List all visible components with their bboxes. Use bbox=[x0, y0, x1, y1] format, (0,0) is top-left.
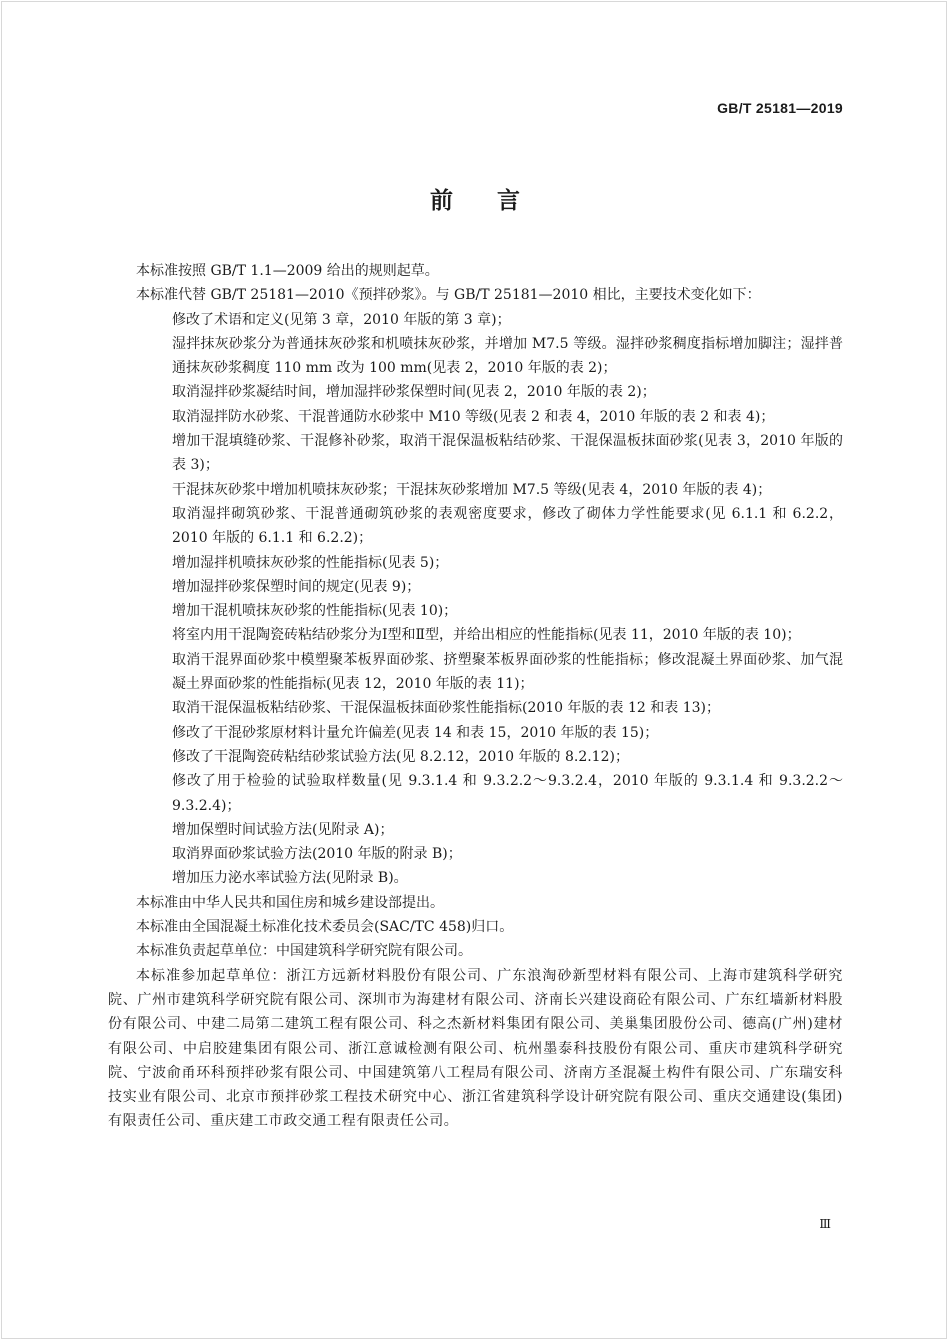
change-item: 取消湿拌防水砂浆、干混普通防水砂浆中 M10 等级(见表 2 和表 4，2010 年版的表 2 和表 4)； bbox=[172, 408, 775, 425]
change-item: 修改了术语和定义(见第 3 章，2010 年版的第 3 章)； bbox=[172, 311, 511, 328]
change-item: 增加湿拌砂浆保塑时间的规定(见表 9)； bbox=[172, 578, 421, 595]
change-item: 取消湿拌砌筑砂浆、干混普通砌筑砂浆的表观密度要求，修改了砌体力学性能要求(见 6.1.1 和 6.2.2，2010 年版的 6.1.1 和 6.2.2)； bbox=[172, 505, 843, 547]
change-item: 取消界面砂浆试验方法(2010 年版的附录 B)； bbox=[172, 846, 462, 863]
replaces-paragraph: 本标准代替 GB/T 25181—2010《预拌砂浆》。与 GB/T 25181—2010 相比，主要技术变化如下： bbox=[136, 287, 761, 304]
changes-list bbox=[108, 308, 843, 891]
change-item: 干混抹灰砂浆中增加机喷抹灰砂浆；干混抹灰砂浆增加 M7.5 等级(见表 4，2010 年版的表 4)； bbox=[172, 481, 772, 498]
change-item: 取消干混保温板粘结砂浆、干混保温板抹面砂浆性能指标(2010 年版的表 12 和表 13)； bbox=[172, 700, 720, 717]
standard-code: GB/T 25181—2019 bbox=[717, 100, 843, 116]
foreword-body bbox=[108, 259, 843, 1134]
change-item: 将室内用干混陶瓷砖粘结砂浆分为Ⅰ型和Ⅱ型，并给出相应的性能指标(见表 11，2010 年版的表 10)； bbox=[172, 627, 801, 644]
change-item: 湿拌抹灰砂浆分为普通抹灰砂浆和机喷抹灰砂浆，并增加 M7.5 等级。湿拌砂浆稠度指标增加脚注；湿拌普通抹灰砂浆稠度 110 mm 改为 100 mm(见表 2，2010 年版的表 2)； bbox=[172, 335, 843, 377]
change-item: 取消湿拌砂浆凝结时间，增加湿拌砂浆保塑时间(见表 2，2010 年版的表 2)； bbox=[172, 384, 656, 401]
change-item: 修改了干混陶瓷砖粘结砂浆试验方法(见 8.2.12，2010 年版的 8.2.12)； bbox=[172, 748, 629, 765]
change-item: 修改了用于检验的试验取样数量(见 9.3.1.4 和 9.3.2.2～9.3.2.4，2010 年版的 9.3.1.4 和 9.3.2.2～9.3.2.4)； bbox=[172, 773, 843, 814]
change-item: 修改了干混砂浆原材料计量允许偏差(见表 14 和表 15，2010 年版的表 15)； bbox=[172, 724, 659, 741]
jurisdiction-paragraph: 本标准由全国混凝土标准化技术委员会(SAC/TC 458)归口。 bbox=[136, 919, 514, 936]
proposed-by-paragraph: 本标准由中华人民共和国住房和城乡建设部提出。 bbox=[136, 894, 444, 911]
participating-drafters-paragraph: 本标准参加起草单位：浙江方远新材料股份有限公司、广东浪淘砂新型材料有限公司、上海市建筑科学研究院、广州市建筑科学研究院有限公司、深圳市为海建材有限公司、济南长兴建设商砼有限公司、广东红墙新材料股份有限公司、中建二局第二建筑工程有限公司、科之杰新材料集团有限公司、美巢集团股份公司、德高(广州)建材有限公司、中启胶建集团有限公司、浙江意诚检测有限公司、杭州墨泰科技股份有限公司、重庆市建筑科学研究院、宁波俞甬环科预拌砂浆有限公司、中国建筑第八工程局有限公司、济南方圣混凝土构件有限公司、广东瑞安科技实业有限公司、北京市预拌砂浆工程技术研究中心、浙江省建筑科学设计研究院有限公司、重庆交通建设(集团)有限责任公司、重庆建工市政交通工程有限责任公司。 bbox=[108, 967, 843, 1130]
change-item: 取消干混界面砂浆中模塑聚苯板界面砂浆、挤塑聚苯板界面砂浆的性能指标；修改混凝土界面砂浆、加气混凝土界面砂浆的性能指标(见表 12，2010 年版的表 11)； bbox=[172, 651, 843, 693]
page-title: 前言 bbox=[430, 187, 564, 214]
change-item: 增加压力泌水率试验方法(见附录 B)。 bbox=[172, 870, 408, 887]
change-item: 增加湿拌机喷抹灰砂浆的性能指标(见表 5)； bbox=[172, 554, 449, 571]
change-item: 增加干混机喷抹灰砂浆的性能指标(见表 10)； bbox=[172, 603, 458, 620]
change-item: 增加保塑时间试验方法(见附录 A)； bbox=[172, 821, 394, 838]
page-number: Ⅲ bbox=[819, 1217, 831, 1231]
responsible-drafter-paragraph: 本标准负责起草单位：中国建筑科学研究院有限公司。 bbox=[136, 943, 472, 960]
drafting-rules-paragraph: 本标准按照 GB/T 1.1—2009 给出的规则起草。 bbox=[136, 263, 439, 279]
change-item: 增加干混填缝砂浆、干混修补砂浆，取消干混保温板粘结砂浆、干混保温板抹面砂浆(见表 3，2010 年版的表 3)； bbox=[172, 433, 843, 474]
